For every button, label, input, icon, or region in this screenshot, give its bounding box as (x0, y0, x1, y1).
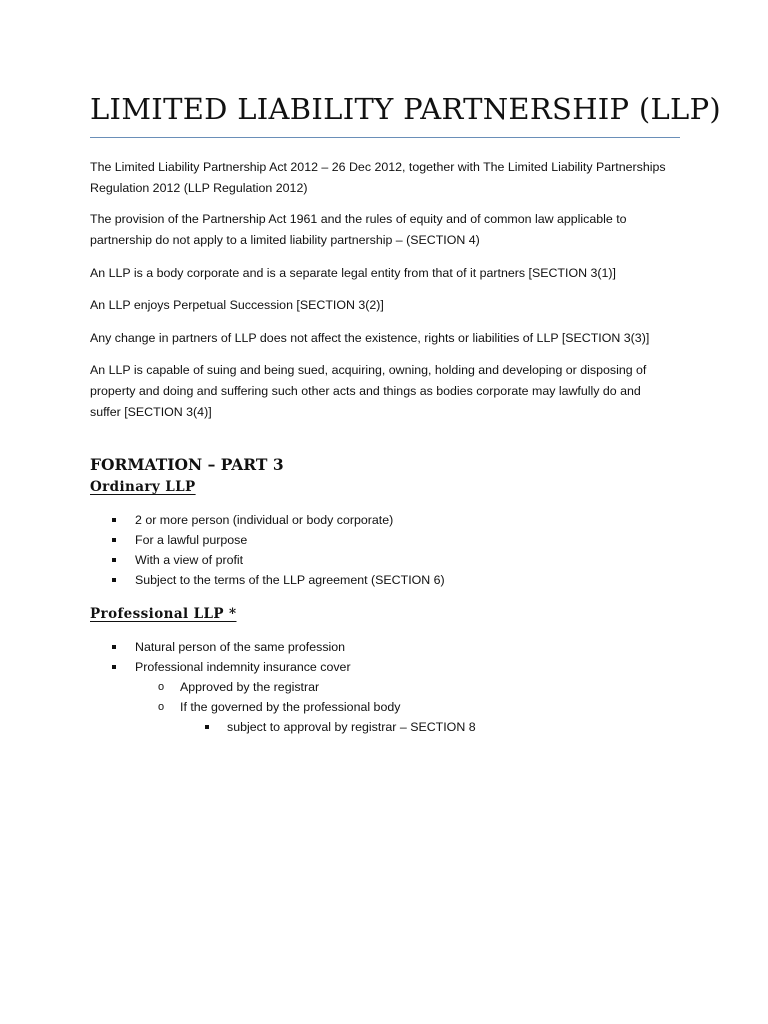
square-bullet-icon (205, 725, 209, 729)
square-bullet-icon (112, 578, 116, 582)
ordinary-llp-heading: Ordinary LLP (90, 479, 196, 495)
square-bullet-icon (112, 665, 116, 669)
document-title: LIMITED LIABILITY PARTNERSHIP (LLP) (90, 92, 722, 126)
list-item (90, 510, 445, 530)
list-item (90, 530, 445, 550)
list-item (90, 657, 476, 677)
list-item-text: With a view of profit (135, 553, 244, 567)
sub-list-item-text: If the governed by the professional body (180, 700, 401, 714)
sub-list-item (90, 697, 476, 717)
square-bullet-icon (112, 538, 116, 542)
list-item-text: Subject to the terms of the LLP agreement (SECTION 6) (135, 573, 445, 587)
professional-llp-heading: Professional LLP * (90, 606, 237, 622)
list-item (90, 570, 445, 590)
list-item (90, 637, 476, 657)
square-bullet-icon (112, 558, 116, 562)
paragraph-partnership-act: The provision of the Partnership Act 1961 and the rules of equity and of common law applicable to partnership do not apply to a limited liability partnership – (SECTION 4) (90, 212, 627, 247)
list-item-text: Professional indemnity insurance cover (135, 660, 351, 674)
paragraph-capable-of-suing: An LLP is capable of suing and being sued, acquiring, owning, holding and developing or disposing of property and doing and suffering such other acts and things as bodies corporate may lawfully do and suffer [SECTION 3(4)] (90, 363, 647, 419)
list-item-text: 2 or more person (individual or body corporate) (135, 513, 394, 527)
professional-llp-list (90, 637, 476, 737)
title-underline-rule (90, 137, 680, 138)
circle-bullet-icon: o (158, 681, 165, 693)
formation-heading: FORMATION – PART 3 (90, 455, 284, 474)
sub-sub-list-item (90, 717, 476, 737)
square-bullet-icon (112, 518, 116, 522)
sub-list-item-text: Approved by the registrar (180, 680, 320, 694)
ordinary-llp-list (90, 510, 445, 590)
list-item (90, 550, 445, 570)
paragraph-body-corporate: An LLP is a body corporate and is a separate legal entity from that of it partners [SECTION 3(1)] (90, 266, 616, 280)
sub-sub-list-item-text: subject to approval by registrar – SECTION 8 (227, 720, 476, 734)
list-item-text: For a lawful purpose (135, 533, 248, 547)
square-bullet-icon (112, 645, 116, 649)
circle-bullet-icon: o (158, 701, 165, 713)
sub-list-item (90, 677, 476, 697)
list-item-text: Natural person of the same profession (135, 640, 346, 654)
paragraph-perpetual-succession: An LLP enjoys Perpetual Succession [SECTION 3(2)] (90, 298, 384, 312)
paragraph-change-in-partners: Any change in partners of LLP does not affect the existence, rights or liabilities of LLP [SECTION 3(3)] (90, 331, 650, 345)
paragraph-llp-act: The Limited Liability Partnership Act 2012 – 26 Dec 2012, together with The Limited Liability Partnerships Regulation 2012 (LLP Regulation 2012) (90, 160, 666, 195)
